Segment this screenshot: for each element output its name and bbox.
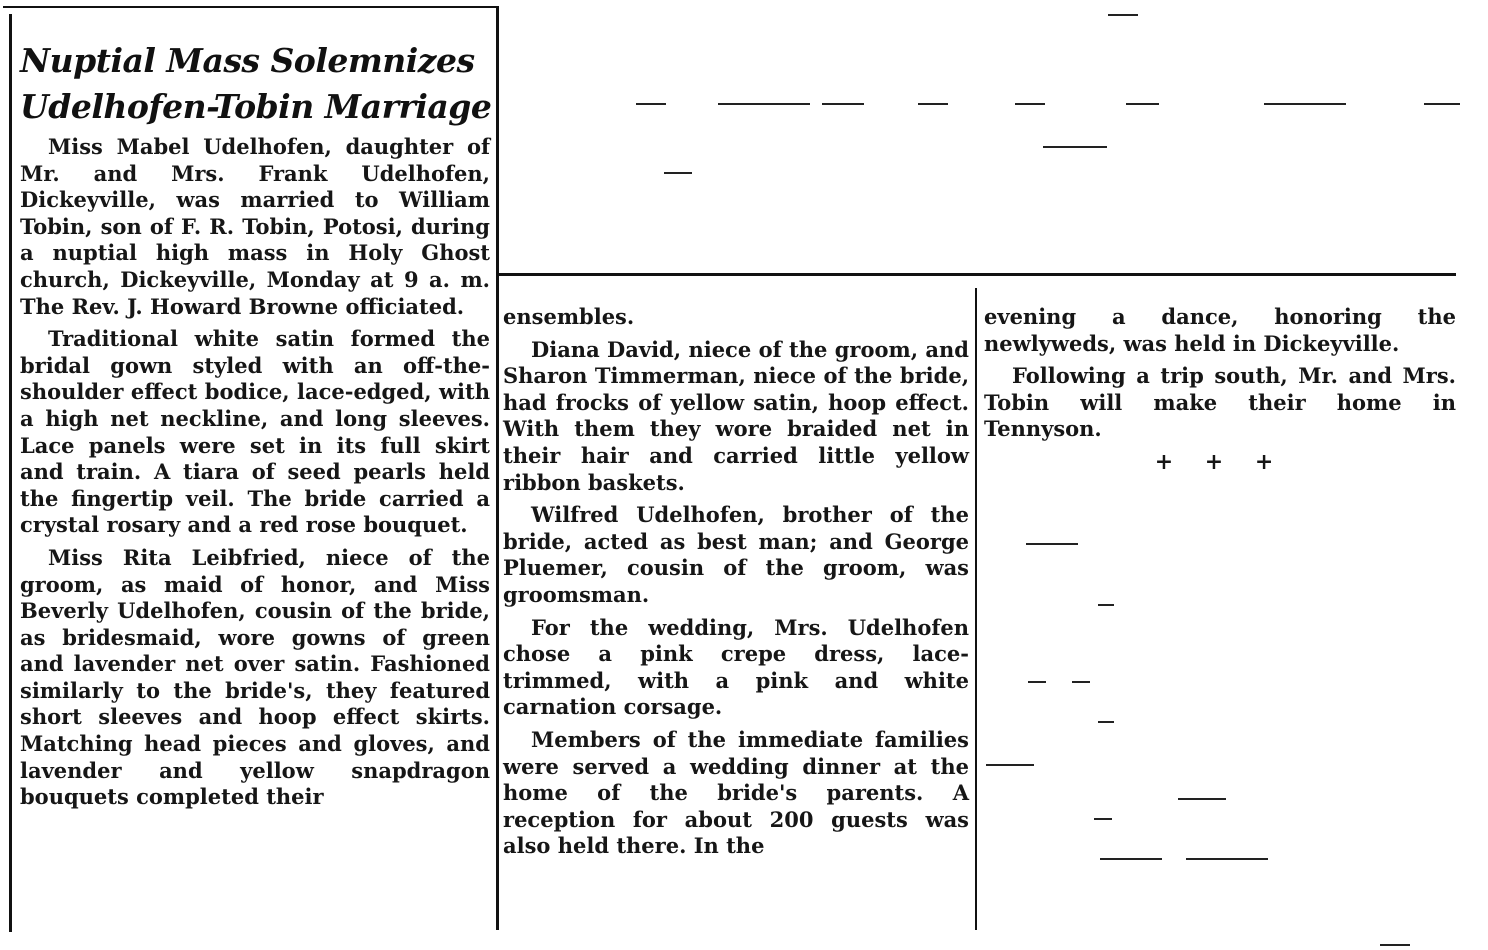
paragraph: Following a trip south, Mr. and Mrs. Tobin will make their home in Tennyson. — [984, 363, 1456, 442]
stray-dash — [986, 764, 1034, 766]
stray-dash — [1043, 146, 1107, 148]
stray-dash — [1094, 818, 1112, 820]
paragraph: Miss Rita Leibfried, niece of the groom, as maid of honor, and Miss Beverly Udelhofen, cousin of the bride, as bridesmaid, wore gowns of green and lavender net over satin. Fashioned similarly to the bride's, they featured short sleeves and hoop effect skirts. Matching head pieces and gloves, and lavender and yellow snapdragon bouquets completed their — [20, 544, 490, 810]
stray-dash — [636, 103, 666, 105]
stray-dash — [1100, 858, 1162, 860]
end-ornament: + + + — [1154, 448, 1286, 475]
stray-dash — [1028, 681, 1046, 683]
section-divider-rule — [499, 273, 1456, 276]
top-left-rule — [3, 6, 499, 8]
stray-dash — [1126, 103, 1159, 105]
paragraph: For the wedding, Mrs. Udelhofen chose a pink crepe dress, lace-trimmed, with a pink and white carnation corsage. — [503, 614, 969, 720]
paragraph: evening a dance, honoring the newlyweds, was held in Dickeyville. — [984, 304, 1456, 356]
article-column-3 — [984, 304, 1456, 476]
headline-line-1: Nuptial Mass Solemnizes — [20, 41, 475, 80]
stray-dash — [1178, 798, 1226, 800]
article-headline — [20, 38, 495, 130]
stray-dash — [1186, 858, 1268, 860]
stray-dash — [1380, 944, 1410, 946]
article-column-2 — [503, 304, 969, 866]
paragraph: ensembles. — [503, 304, 635, 329]
stray-dash — [918, 103, 948, 105]
stray-dash — [1026, 543, 1078, 545]
headline-line-2: Udelhofen-Tobin Marriage — [20, 87, 492, 126]
stray-dash — [822, 103, 864, 105]
left-border-rule — [9, 14, 12, 932]
stray-dash — [664, 172, 692, 174]
paragraph: Miss Mabel Udelhofen, daughter of Mr. and Mrs. Frank Udelhofen, Dickeyville, was married to William Tobin, son of F. R. Tobin, Potosi, during a nuptial high mass in Holy Ghost church, Dickeyville, Monday at 9 a. m. The Rev. J. Howard Browne officiated. — [20, 134, 490, 319]
stray-dash — [718, 103, 810, 105]
article-column-1 — [20, 134, 490, 817]
stray-dash — [1072, 681, 1090, 683]
stray-dash — [1108, 14, 1138, 16]
paragraph: Traditional white satin formed the bridal gown styled with an off-the-shoulder effect bodice, lace-edged, with a high net neckline, and long sleeves. Lace panels were set in its full skirt and train. A tiara of seed pearls held the fingertip veil. The bride carried a crystal rosary and a red rose bouquet. — [20, 326, 490, 538]
stray-dash — [1015, 103, 1045, 105]
stray-dash — [1264, 103, 1346, 105]
paragraph: Members of the immediate families were served a wedding dinner at the home of the bride's parents. A reception for about 200 guests was also held there. In the — [503, 726, 969, 859]
column-rule-1 — [496, 6, 499, 930]
stray-dash — [1424, 103, 1460, 105]
paragraph: Wilfred Udelhofen, brother of the bride, acted as best man; and George Pluemer, cousin of the groom, was groomsman. — [503, 502, 969, 607]
stray-dash — [1098, 721, 1114, 723]
column-rule-2 — [975, 288, 977, 930]
paragraph: Diana David, niece of the groom, and Sharon Timmerman, niece of the bride, had frocks of yellow satin, hoop effect. With them they wore braided net in their hair and carried little yellow ribbon baskets. — [503, 336, 969, 495]
stray-dash — [1098, 604, 1114, 606]
